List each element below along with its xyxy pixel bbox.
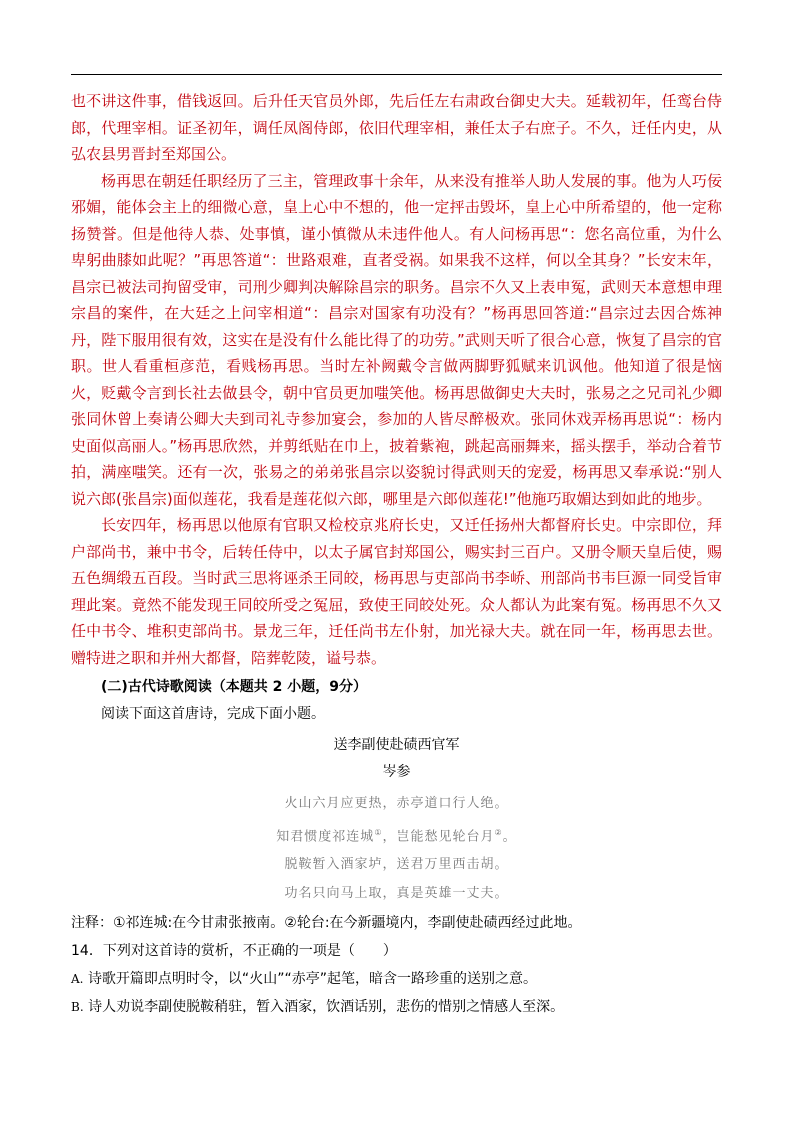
footnote-mark-1: ① — [374, 827, 383, 837]
option-a-key: A. — [71, 972, 84, 987]
question-14-stem: 14．下列对这首诗的赏析，不正确的一项是（ ） — [71, 943, 397, 960]
option-b-key: B. — [71, 1000, 84, 1015]
poem-line-4: 功名只向马上取，真是英雄一丈夫。 — [284, 885, 509, 901]
option-b — [71, 994, 722, 1020]
translation-paragraph-3: 长安四年，杨再思以他原有官职又检校京兆府长史，又迁任扬州大都督府长史。中宗即位，拜户部尚书，兼中书令，后转任侍中，以太子属官封郑国公，赐实封三百户。又册令顺天皇后使，赐五色绸缎五百段。当时武三思将诬杀王同皎，杨再思与吏部尚书李峤、刑部尚书韦巨源一同受旨审理此案。竟然不能发现王同皎所受之冤屈，致使王同皎处死。众人都认为此案有冤。杨再思不久又任中书令、堆积吏部尚书。景龙三年，迁任尚书左仆射，加光禄大夫。就在同一年，杨再思去世。赠特进之职和并州大都督，陪葬乾陵，谥号恭。 — [71, 516, 722, 667]
option-a-text: 诗歌开篇即点明时令，以“火山”“赤亭”起笔，暗含一路珍重的送别之意。 — [87, 971, 537, 988]
poem-notes: 注释：①祁连城:在今甘肃张掖南。②轮台:在今新疆境内，李副使赴碛西经过此地。 — [71, 915, 582, 932]
poem-title: 送李副使赴碛西官军 — [333, 737, 460, 753]
section-heading: (二)古代诗歌阅读（本题共 2 小题，9分） — [101, 679, 368, 695]
poem-line-2 — [71, 819, 722, 852]
document-body — [71, 88, 722, 1020]
option-b-text: 诗人劝说李副使脱鞍稍驻，暂入酒家，饮酒话别，悲伤的惜别之情感人至深。 — [88, 999, 565, 1016]
option-a — [71, 966, 722, 992]
poem-line-2-part-c: 。 — [502, 828, 517, 844]
reading-instruction: 阅读下面这首唐诗，完成下面小题。 — [101, 706, 325, 722]
poem-line-1: 火山六月应更热，赤亭道口行人绝。 — [284, 796, 509, 811]
header-rule — [71, 74, 722, 75]
poem-author: 岑参 — [382, 764, 411, 780]
poem-line-2-part-b: ，岂能愁见轮台月 — [382, 828, 495, 844]
poem-line-3: 脱鞍暂入酒家垆，送君万里西击胡。 — [284, 857, 509, 873]
translation-paragraph-2: 杨再思在朝廷任职经历了三主，管理政事十余年，从来没有推举人助人发展的事。他为人巧佞邪媚，能体会主上的细微心意，皇上心中不想的，他一定抨击毁坏，皇上心中所希望的，他一定称扬赞誉。但是他待人恭、处事慎，谨小慎微从未违件他人。有人问杨再思“：您名高位重，为什么卑躬曲膝如此呢？”再思答道“：世路艰难，直者受祸。如果我不这样，何以全其身？”长安末年，昌宗已被法司拘留受审，司刑少卿判决解除昌宗的职务。昌宗不久又上表申冤，武则天本意想申理宗昌的案件，在大廷之上问宰相道“：昌宗对国家有功没有？”杨再思回答道:“昌宗过去因合炼神丹，陛下服用很有效，这实在是没有什么能比得了的功劳。”武则天听了很合心意，恢复了昌宗的官职。世人看重桓彦范，看贱杨再思。当时左补阙戴令言做两脚野狐赋来讥讽他。他知道了很是恼火，贬戴令言到长社去做县令，朝中官员更加嗤笑他。杨再思做御史大夫时，张易之之兄司礼少卿张同休曾上奏请公卿大夫到司礼寺参加宴会，参加的人皆尽醉极欢。张同休戏弄杨再思说“：杨内史面似高丽人。”杨再思欣然，并剪纸贴在巾上，披着紫袍，跳起高丽舞来，摇头摆手，举动合着节拍，满座嗤笑。还有一次，张易之的弟弟张昌宗以姿貌讨得武则天的宠爱，杨再思又奉承说:“别人说六郎(张昌宗)面似莲花，我看是莲花似六郎，哪里是六郎似莲花!”他施巧取媚达到如此的地步。 — [71, 171, 722, 508]
translation-paragraph-1: 也不讲这件事，借钱返回。后升任天官员外郎，先后任左右肃政台御史大夫。延载初年，任鸾台侍郎，代理宰相。证圣初年，调任凤阁侍郎，依旧代理宰相，兼任太子右庶子。不久，迁任内史，从弘农县男晋封至郑国公。 — [71, 92, 722, 163]
footnote-mark-2: ② — [494, 827, 503, 837]
poem-line-2-part-a: 知君惯度祁连城 — [276, 828, 375, 844]
